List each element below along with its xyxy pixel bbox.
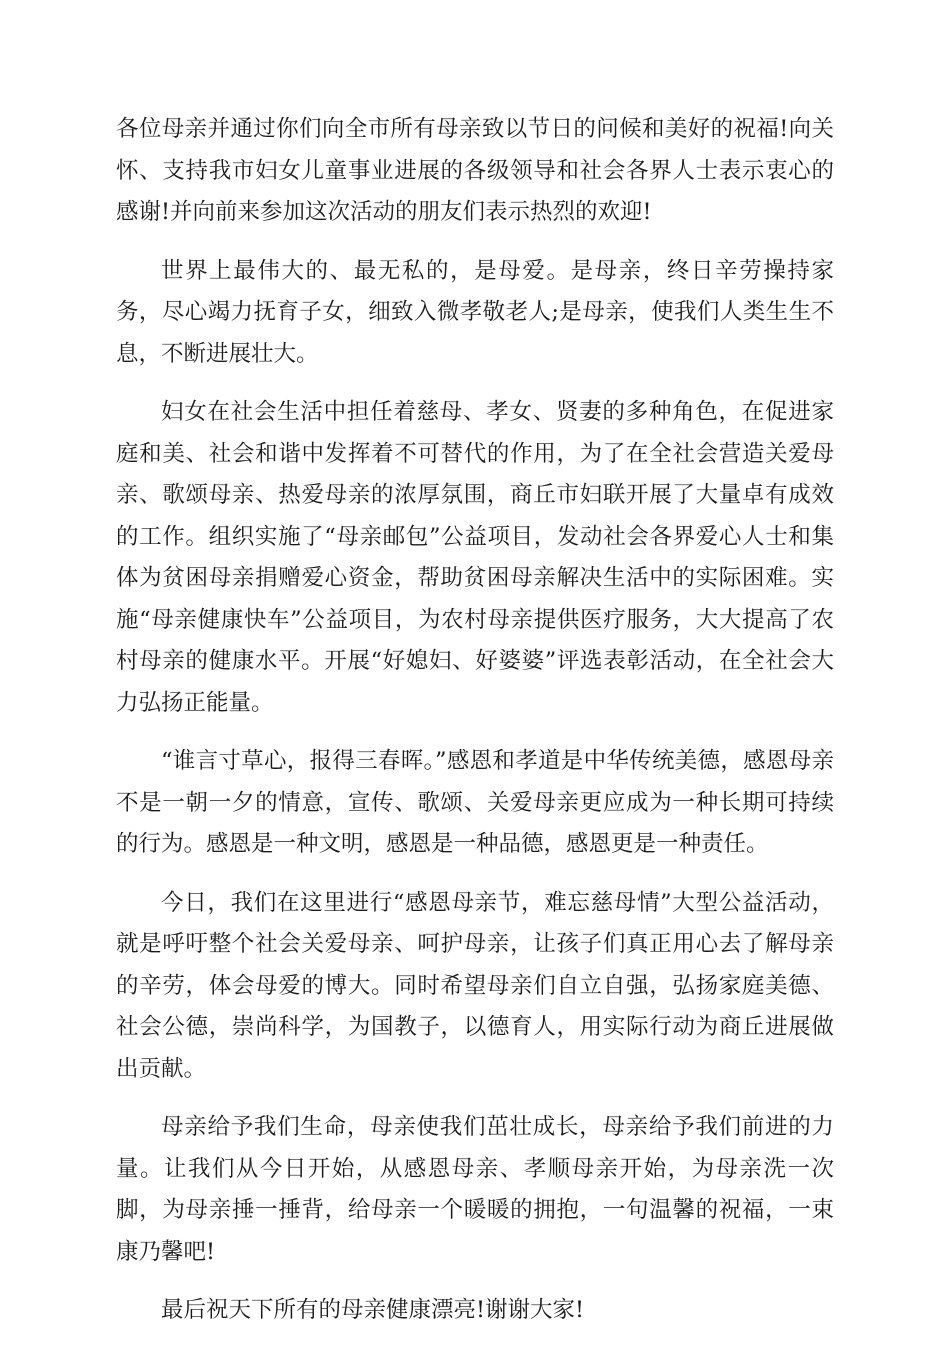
document-body <box>116 109 834 1349</box>
paragraph-call-to-action: 母亲给予我们生命，母亲使我们茁壮成长，母亲给予我们前进的力量。让我们从今日开始，从感恩母亲、孝顺母亲开始，为母亲洗一次脚，为母亲捶一捶背，给母亲一个暖暖的拥抱，一句温馨的祝福，一束康乃馨吧! <box>116 1114 834 1265</box>
paragraph-closing: 最后祝天下所有的母亲健康漂亮!谢谢大家! <box>161 1297 585 1323</box>
paragraph-activity: 今日，我们在这里进行“感恩母亲节，难忘慈母情”大型公益活动，就是呼吁整个社会关爱母亲、呵护母亲，让孩子们真正用心去了解母亲的辛劳，体会母爱的博大。同时希望母亲们自立自强，弘扬家庭美德、社会公德，崇尚科学，为国教子，以德育人，用实际行动为商丘进展做出贡献。 <box>116 889 834 1082</box>
paragraph-gratitude: “谁言寸草心，报得三春晖。”感恩和孝道是中华传统美德，感恩母亲不是一朝一夕的情意，宣传、歌颂、关爱母亲更应成为一种长期可持续的行为。感恩是一种文明，感恩是一种品德，感恩更是一种责任。 <box>116 748 834 857</box>
paragraph-greeting: 各位母亲并通过你们向全市所有母亲致以节日的问候和美好的祝福!向关怀、支持我市妇女儿童事业进展的各级领导和社会各界人士表示衷心的感谢!并向前来参加这次活动的朋友们表示热烈的欢迎! <box>116 116 834 225</box>
paragraph-maternal-love: 世界上最伟大的、最无私的，是母爱。是母亲，终日辛劳操持家务，尽心竭力抚育子女，细致入微孝敬老人;是母亲，使我们人类生生不息，不断进展壮大。 <box>116 257 834 367</box>
paragraph-women-roles: 妇女在社会生活中担任着慈母、孝女、贤妻的多种角色，在促进家庭和美、社会和谐中发挥着不可替代的作用，为了在全社会营造关爱母亲、歌颂母亲、热爱母亲的浓厚氛围，商丘市妇联开展了大量卓有成效的工作。组织实施了“母亲邮包”公益项目，发动社会各界爱心人士和集体为贫困母亲捐赠爱心资金，帮助贫困母亲解决生活中的实际困难。实施“母亲健康快车”公益项目，为农村母亲提供医疗服务，大大提高了农村母亲的健康水平。开展“好媳妇、好婆婆”评选表彰活动，在全社会大力弘扬正能量。 <box>116 399 834 716</box>
